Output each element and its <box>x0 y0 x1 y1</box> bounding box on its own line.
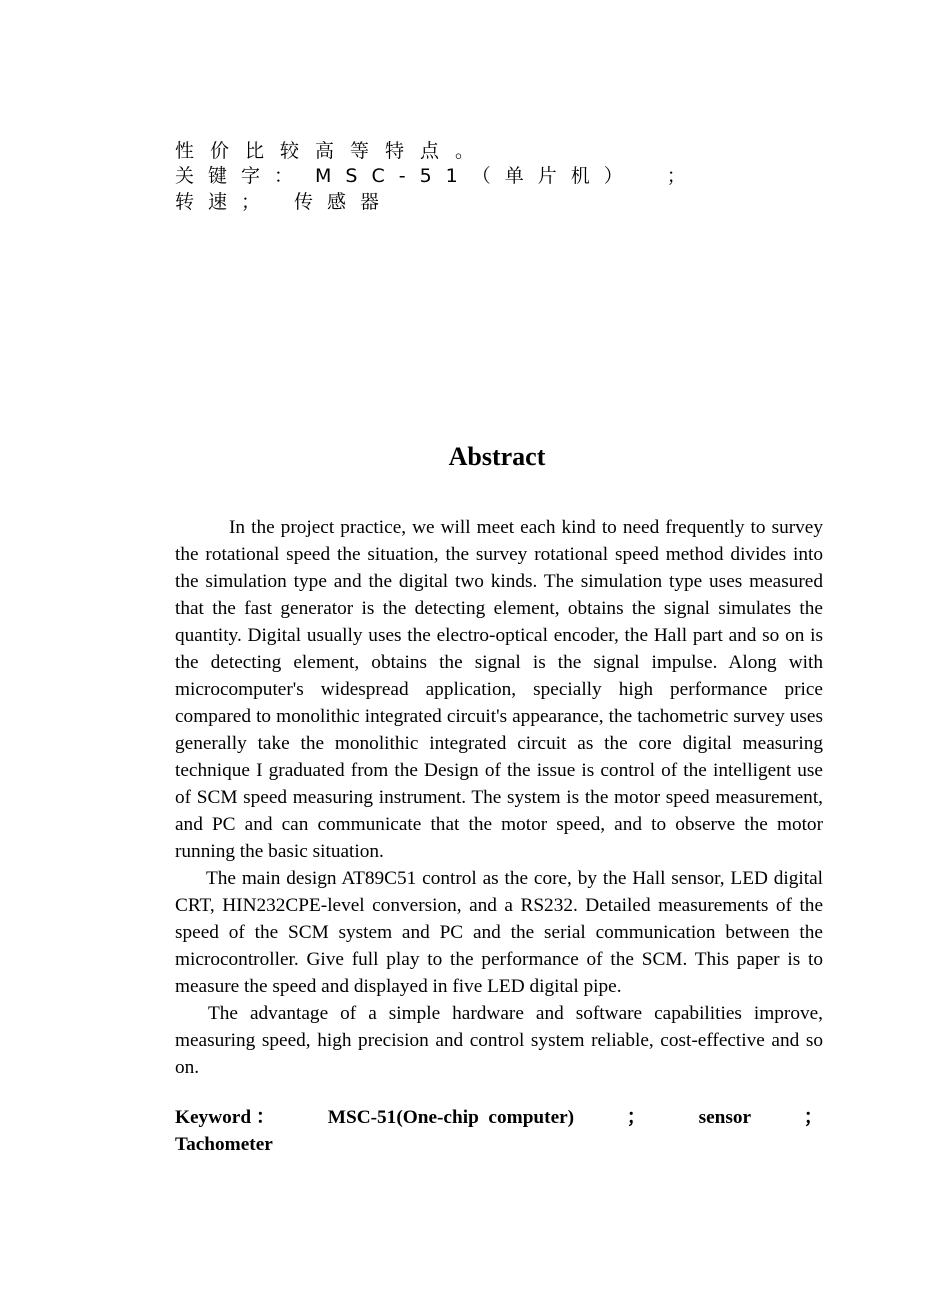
chinese-keyword-3: 传感器 <box>294 191 394 213</box>
chinese-keyword-separator: ； <box>666 165 700 187</box>
english-keyword-separator-2: ； <box>803 1107 823 1128</box>
chinese-keyword-2: 转速； <box>175 191 275 213</box>
english-keyword-separator-1: ； <box>626 1107 646 1128</box>
chinese-text-line: 性价比较高等特点。 <box>175 140 491 162</box>
english-keywords <box>175 1104 823 1158</box>
english-keyword-1: MSC-51(One-chip computer) <box>327 1107 575 1128</box>
abstract-title: Abstract <box>448 442 546 471</box>
chinese-keywords-label: 关键字： <box>175 165 308 187</box>
abstract-paragraph-3: The advantage of a simple hardware and software capabilities improve, measuring speed, high precision and control system reliable, cost-effective and so on. <box>175 1003 823 1078</box>
abstract-body <box>175 514 823 1081</box>
english-keyword-2: sensor <box>698 1107 752 1128</box>
chinese-keywords <box>175 163 823 215</box>
english-keyword-3: Tachometer <box>175 1134 273 1155</box>
abstract-paragraph-1: In the project practice, we will meet each kind to need frequently to survey the rotational speed the situation, the survey rotational speed method divides into the simulation type and the digital two kinds. The simulation type uses measured that the fast generator is the detecting element, obtains the signal simulates the quantity. Digital usually uses the electro-optical encoder, the Hall part and so on is the detecting element, obtains the signal is the signal impulse. Along with microcomputer's widespread application, specially high performance price compared to monolithic integrated circuit's appearance, the tachometric survey uses generally take the monolithic integrated circuit as the core digital measuring technique I graduated from the Design of the issue is control of the intelligent use of SCM speed measuring instrument. The system is the motor speed measurement, and PC and can communicate that the motor speed, and to observe the motor running the basic situation. <box>175 517 823 862</box>
english-keywords-row <box>175 1104 823 1131</box>
abstract-paragraph-2: The main design AT89C51 control as the core, by the Hall sensor, LED digital CRT, HIN232CPE-level conversion, and a RS232. Detailed measurements of the speed of the SCM system and PC and the serial communication between the microcontroller. Give full play to the performance of the SCM. This paper is to measure the speed and displayed in five LED digital pipe. <box>175 868 823 997</box>
english-keywords-label: Keyword ： <box>175 1107 276 1128</box>
chinese-keyword-1: MSC-51（单片机） <box>315 165 637 187</box>
